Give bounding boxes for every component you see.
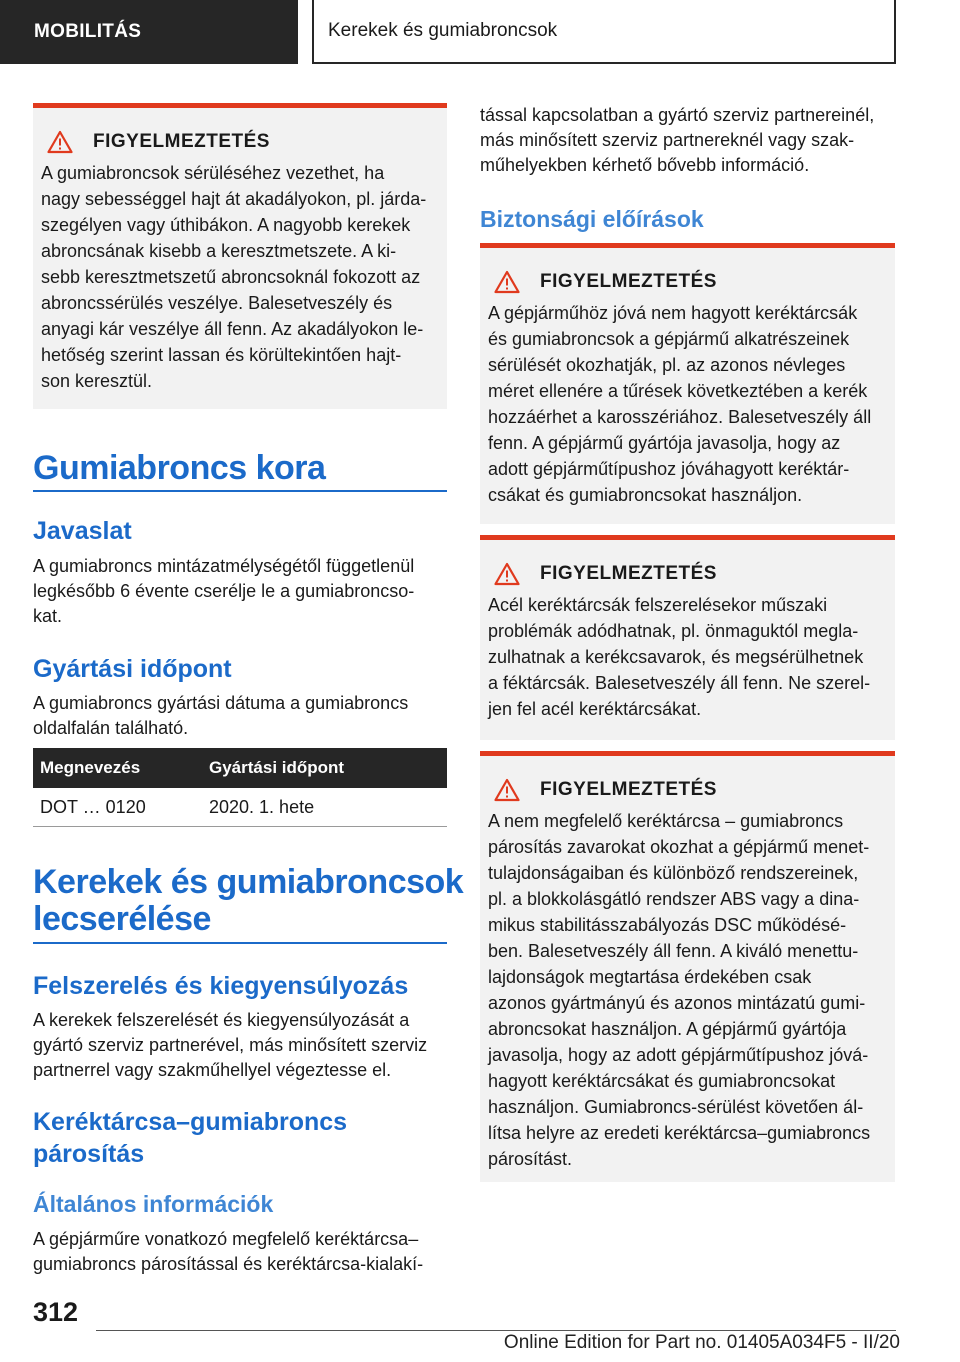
line: zulhatnak a kerékcsavarok, és megsérülhetnek xyxy=(488,647,864,667)
heading-general-info: Általános információk xyxy=(33,1191,274,1217)
warning-triangle-icon xyxy=(494,562,520,586)
footer-rule xyxy=(96,1330,896,1331)
line: tulajdonságaiban és különböző rendszereinek, xyxy=(488,863,859,883)
section-title: MOBILITÁS xyxy=(34,21,142,42)
line: mikus stabilitásszabályozás DSC működésé- xyxy=(488,915,847,935)
warning-box-wheel-tire-pairing xyxy=(480,751,895,1182)
table-cell: 2020. 1. hete xyxy=(209,796,315,817)
paragraph-production-date xyxy=(33,691,408,741)
heading-line: Keréktárcsa–gumiabroncs xyxy=(33,1108,348,1136)
production-date-table xyxy=(33,748,447,827)
line: abroncssérülés veszélye. Balesetveszély és xyxy=(41,293,393,313)
line: partnerrel vagy szakműhellyel végeztesse el. xyxy=(33,1060,392,1080)
line: abroncsának kisebb a keresztmetszete. A ki- xyxy=(41,241,397,261)
line: csákat és gumiabroncsokat használjon. xyxy=(488,485,803,505)
warning-box-steel-wheels xyxy=(480,535,895,740)
table-row xyxy=(33,788,447,827)
line: gumiabroncs párosítással és keréktárcsa-kialakí- xyxy=(33,1254,424,1274)
line: son keresztül. xyxy=(41,371,153,391)
paragraph-recommendation xyxy=(33,554,414,629)
warning-text xyxy=(488,300,887,508)
heading-line: Kerekek és gumiabroncsok xyxy=(33,863,464,901)
warning-box-tire-damage xyxy=(33,103,447,409)
line: javasolja, hogy az adott gépjárműtípushoz jóvá- xyxy=(488,1045,869,1065)
warning-title: FIGYELMEZTETÉS xyxy=(540,271,717,292)
table-header xyxy=(33,748,447,788)
line: műhelyekben kérhető bővebb információ. xyxy=(480,155,810,175)
warning-header xyxy=(488,270,887,294)
line: abroncsokat használjon. A gépjármű gyártója xyxy=(488,1019,847,1039)
line: sérülését okozhatják, pl. az azonos névleges xyxy=(488,355,846,375)
heading-line: párosítás xyxy=(33,1140,145,1168)
line: A kerekek felszerelését és kiegyensúlyozását a xyxy=(33,1010,410,1030)
paragraph-mounting xyxy=(33,1008,427,1083)
line: párosítást. xyxy=(488,1149,573,1169)
chapter-tab xyxy=(312,0,896,64)
line: legkésőbb 6 évente cserélje le a gumiabroncso- xyxy=(33,581,415,601)
line: hozzáérhet a karosszériához. Balesetveszély áll xyxy=(488,407,872,427)
line: méret ellenére a tűrések következtében a kerék xyxy=(488,381,868,401)
paragraph-general-info xyxy=(33,1227,423,1277)
line: hetőség szerint lassan és körültekintően hajt- xyxy=(41,345,402,365)
line: lítsa helyre az eredeti keréktárcsa–gumiabroncs xyxy=(488,1123,871,1143)
page-number: 312 xyxy=(33,1297,79,1327)
line: használjon. Gumiabroncs-sérülést követően ál- xyxy=(488,1097,864,1117)
line: A gépjárműre vonatkozó megfelelő keréktárcsa– xyxy=(33,1229,419,1249)
line: adott gépjárműtípushoz jóváhagyott keréktár- xyxy=(488,459,850,479)
warning-box-unapproved-wheels xyxy=(480,243,895,524)
line: A gumiabroncs gyártási dátuma a gumiabroncs xyxy=(33,693,409,713)
line: pl. a blokkolásgátló rendszer ABS vagy a dina- xyxy=(488,889,860,909)
warning-triangle-icon xyxy=(494,270,520,294)
footer-edition: Online Edition for Part no. 01405A034F5 - II/20 xyxy=(503,1332,900,1353)
warning-header xyxy=(41,130,439,154)
table-cell: DOT … 0120 xyxy=(40,796,146,817)
warning-text xyxy=(488,592,887,722)
line: problémák adódhatnak, pl. önmaguktól megla- xyxy=(488,621,859,641)
paragraph-continued xyxy=(480,103,874,178)
line: tással kapcsolatban a gyártó szerviz partnereinél, xyxy=(480,105,875,125)
warning-title: FIGYELMEZTETÉS xyxy=(93,131,270,152)
line: és gumiabroncsok a gépjármű alkatrészeinek xyxy=(488,329,850,349)
warning-title: FIGYELMEZTETÉS xyxy=(540,779,717,800)
line: oldalfalán található. xyxy=(33,718,189,738)
heading-production-date: Gyártási időpont xyxy=(33,655,232,683)
line: nagy sebességgel hajt át akadályokon, pl. járda- xyxy=(41,189,427,209)
line: a féktárcsák. Balesetveszély áll fenn. Ne szerel- xyxy=(488,673,871,693)
heading-pairing xyxy=(33,1106,347,1170)
heading-replacement xyxy=(33,864,463,938)
heading-rule xyxy=(33,942,447,944)
line: jen fel acél keréktárcsákat. xyxy=(488,699,702,719)
warning-triangle-icon xyxy=(47,130,73,154)
line: anyagi kár veszélye áll fenn. Az akadályokon le- xyxy=(41,319,424,339)
line: hagyott keréktárcsákat és gumiabroncsokat xyxy=(488,1071,836,1091)
line: A gépjárműhöz jóvá nem hagyott keréktárcsák xyxy=(488,303,858,323)
line: sebb keresztmetszetű abroncsoknál fokozott az xyxy=(41,267,421,287)
warning-triangle-icon xyxy=(494,778,520,802)
heading-tire-age: Gumiabroncs kora xyxy=(33,449,326,487)
column-header: Gyártási időpont xyxy=(209,758,345,777)
warning-header xyxy=(488,778,887,802)
line: szegélyen vagy úthibákon. A nagyobb kerekek xyxy=(41,215,411,235)
line: Acél keréktárcsák felszerelésekor műszaki xyxy=(488,595,828,615)
section-tab xyxy=(0,0,298,64)
line: ben. Balesetveszély áll fenn. A kiváló menettu- xyxy=(488,941,859,961)
line: A nem megfelelő keréktárcsa – gumiabroncs xyxy=(488,811,844,831)
warning-text xyxy=(41,160,439,394)
heading-recommendation: Javaslat xyxy=(33,517,132,545)
line: párosítás zavarokat okozhat a gépjármű menet- xyxy=(488,837,870,857)
chapter-title: Kerekek és gumiabroncsok xyxy=(328,20,558,41)
line: kat. xyxy=(33,606,63,626)
line: A gumiabroncs mintázatmélységétől függetlenül xyxy=(33,556,415,576)
line: fenn. A gépjármű gyártója javasolja, hogy az xyxy=(488,433,841,453)
warning-text xyxy=(488,808,887,1172)
warning-title: FIGYELMEZTETÉS xyxy=(540,563,717,584)
heading-mounting: Felszerelés és kiegyensúlyozás xyxy=(33,972,409,1000)
heading-line: lecserélése xyxy=(33,900,211,938)
line: azonos gyártmányú és azonos mintázatú gumi- xyxy=(488,993,866,1013)
column-header: Megnevezés xyxy=(40,758,141,777)
heading-safety: Biztonsági előírások xyxy=(480,206,704,232)
heading-rule xyxy=(33,490,447,492)
line: gyártó szerviz partnerével, más minősített szerviz xyxy=(33,1035,428,1055)
line: lajdonságok megtartása érdekében csak xyxy=(488,967,812,987)
line: más minősített szerviz partnereknél vagy szak- xyxy=(480,130,855,150)
warning-header xyxy=(488,562,887,586)
line: A gumiabroncsok sérüléséhez vezethet, ha xyxy=(41,163,385,183)
